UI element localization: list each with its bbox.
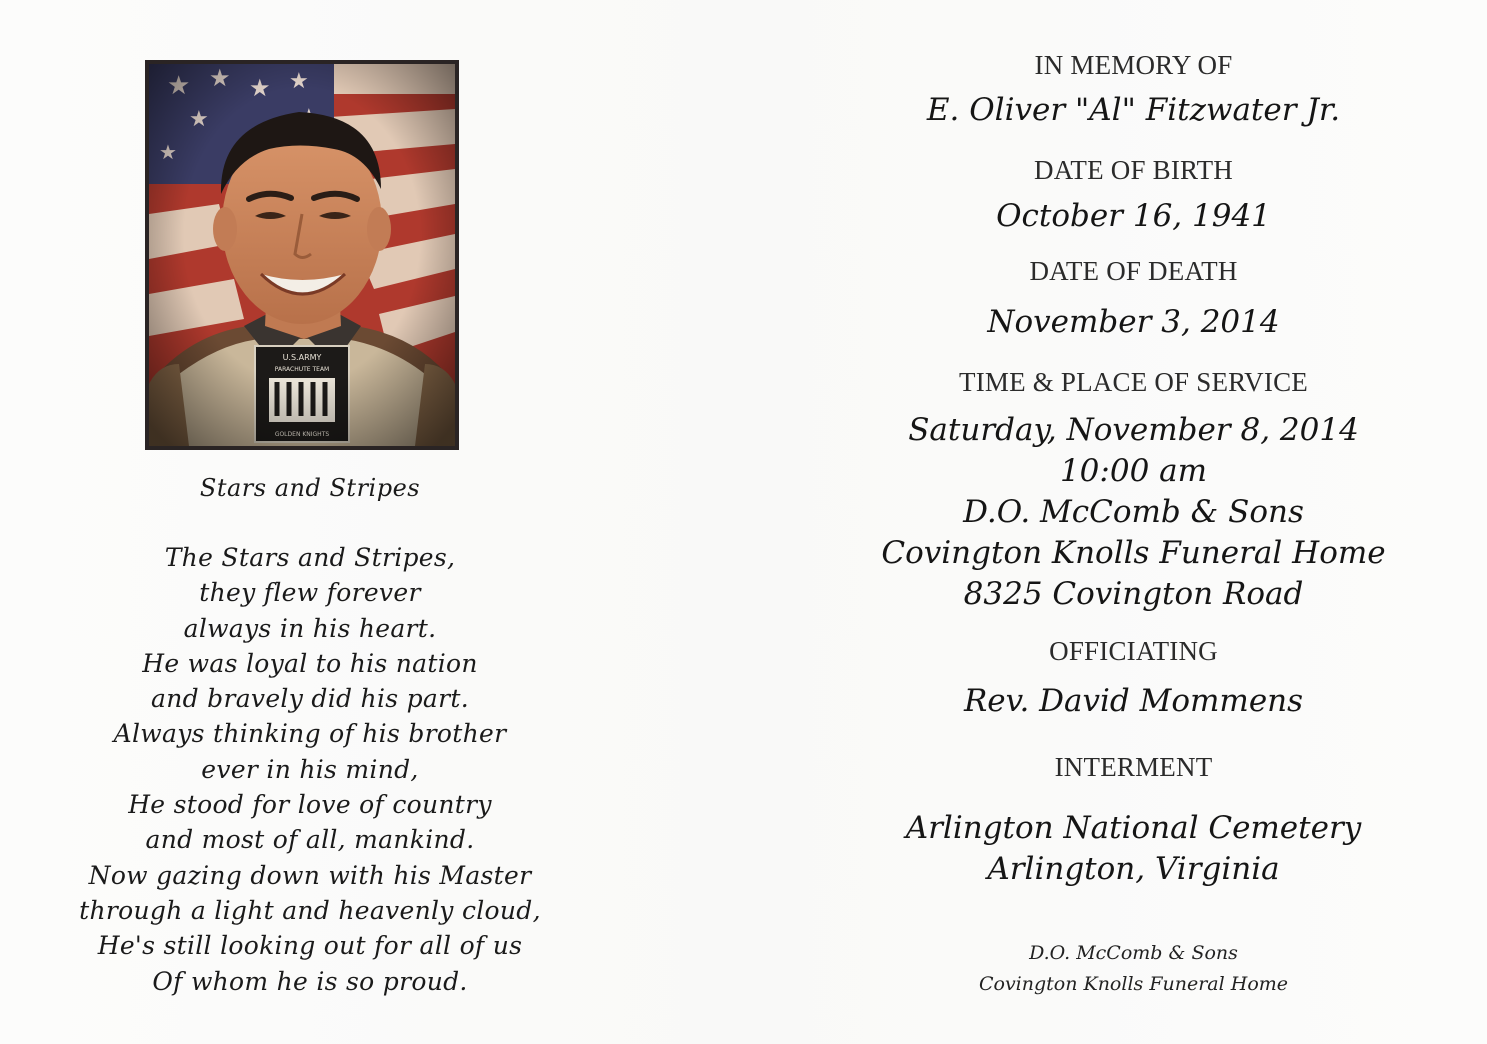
poem-line: and bravely did his part. — [151, 684, 469, 714]
poem-line: and most of all, mankind. — [145, 825, 475, 855]
birth-label: DATE OF BIRTH — [1034, 155, 1233, 185]
officiant-name: Rev. David Mommens — [963, 683, 1304, 719]
right-panel — [780, 0, 1487, 1044]
service-date: Saturday, November 8, 2014 — [908, 412, 1359, 448]
poem-title: Stars and Stripes — [199, 474, 421, 502]
footer-line2: Covington Knolls Funeral Home — [978, 973, 1289, 995]
poem-line: Of whom he is so proud. — [152, 966, 468, 996]
service-time: 10:00 am — [1059, 453, 1208, 489]
memory-label: IN MEMORY OF — [1034, 50, 1233, 80]
poem-line: He's still looking out for all of us — [97, 931, 523, 961]
birth-date: October 16, 1941 — [996, 198, 1271, 234]
poem-line: always in his heart. — [183, 613, 437, 643]
interment-line2: Arlington, Virginia — [987, 851, 1280, 887]
deceased-name: E. Oliver "Al" Fitzwater Jr. — [926, 92, 1341, 128]
service-venue-line2: Covington Knolls Funeral Home — [881, 535, 1386, 571]
interment-line1: Arlington National Cemetery — [905, 810, 1362, 846]
service-label: TIME & PLACE OF SERVICE — [959, 367, 1308, 397]
footer-line1: D.O. McComb & Sons — [1029, 942, 1238, 964]
portrait-photo — [145, 60, 459, 450]
service-address: 8325 Covington Road — [963, 576, 1304, 612]
poem-line: The Stars and Stripes, — [164, 543, 456, 572]
poem-line: He was loyal to his nation — [142, 648, 478, 678]
interment-label: INTERMENT — [1054, 752, 1213, 782]
poem-line: Always thinking of his brother — [113, 719, 507, 749]
poem-line: ever in his mind, — [201, 754, 419, 784]
service-venue-line1: D.O. McComb & Sons — [963, 494, 1304, 530]
poem-line: they flew forever — [199, 578, 421, 608]
poem-line: through a light and heavenly cloud, — [79, 895, 541, 925]
officiating-label: OFFICIATING — [1049, 636, 1218, 666]
poem-line: He stood for love of country — [128, 790, 492, 820]
left-panel — [0, 0, 620, 1044]
poem — [0, 540, 620, 999]
death-label: DATE OF DEATH — [1029, 256, 1238, 286]
death-date: November 3, 2014 — [987, 304, 1280, 340]
poem-line: Now gazing down with his Master — [88, 860, 532, 890]
